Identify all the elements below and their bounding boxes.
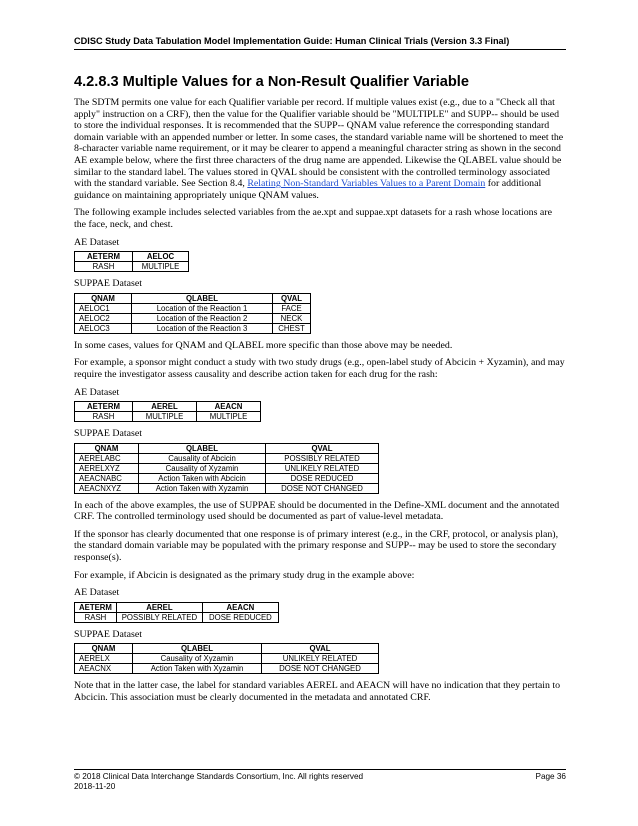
column-header: AETERM	[75, 402, 133, 412]
column-header: AEREL	[133, 402, 197, 412]
table-cell: MULTIPLE	[197, 412, 261, 422]
column-header: AETERM	[75, 602, 117, 612]
ae-dataset-label: AE Dataset	[74, 236, 120, 248]
table-cell: DOSE REDUCED	[202, 612, 278, 622]
two-drugs-paragraph: For example, a sponsor might conduct a study with two study drugs (e.g., open-label study of Abcicin + Xyzamin), and may require the investigator assess causality and describe action taken for each drug for the rash:	[74, 357, 565, 380]
suppae-table-3	[74, 643, 379, 674]
column-header: QVAL	[266, 443, 379, 453]
column-header: AELOC	[133, 252, 189, 262]
table-cell: MULTIPLE	[133, 262, 189, 272]
column-header: QVAL	[262, 644, 379, 654]
specific-values-paragraph: In some cases, values for QNAM and QLABEL more specific than those above may be needed.	[74, 339, 453, 351]
table-cell: NECK	[273, 313, 311, 323]
note-paragraph: Note that in the latter case, the label for standard variables AEREL and AEACN will have no indication that they pertain to Abcicin. This association must be clearly documented in the metadata and annotated CRF.	[74, 680, 561, 704]
table-cell: DOSE NOT CHANGED	[266, 483, 379, 493]
table-cell: AERELABC	[75, 453, 139, 463]
running-header: CDISC Study Data Tabulation Model Implementation Guide: Human Clinical Trials (Version 3.3 Final)	[74, 36, 566, 50]
table-cell: Location of the Reaction 1	[132, 303, 273, 313]
table-cell: CHEST	[273, 323, 311, 333]
column-header: AETERM	[75, 252, 133, 262]
table-row	[75, 313, 311, 323]
ae-dataset-label: AE Dataset	[74, 587, 120, 599]
suppae-table-2	[74, 443, 379, 494]
column-header: QVAL	[273, 293, 311, 303]
column-header: QNAM	[75, 293, 132, 303]
suppae-dataset-label: SUPPAE Dataset	[74, 628, 142, 640]
suppae-dataset-label: SUPPAE Dataset	[74, 428, 142, 440]
table-cell: RASH	[75, 262, 133, 272]
table-row	[75, 612, 279, 622]
table-cell: Causality of Xyzamin	[133, 654, 262, 664]
copyright-text: © 2018 Clinical Data Interchange Standards Consortium, Inc. All rights reserved	[74, 772, 364, 781]
table-cell: Causality of Abcicin	[139, 453, 266, 463]
table-row	[75, 412, 261, 422]
column-header: QLABEL	[139, 443, 266, 453]
table-cell: POSSIBLY RELATED	[266, 453, 379, 463]
table-cell: AEACNABC	[75, 473, 139, 483]
table-cell: AEACNX	[75, 664, 133, 674]
primary-drug-paragraph: For example, if Abcicin is designated as the primary study drug in the example above:	[74, 569, 415, 581]
section-heading: 4.2.8.3 Multiple Values for a Non-Result Qualifier Variable	[74, 74, 469, 90]
suppae-dataset-label: SUPPAE Dataset	[74, 278, 142, 290]
table-cell: DOSE REDUCED	[266, 473, 379, 483]
table-cell: Action Taken with Xyzamin	[133, 664, 262, 674]
column-header: QNAM	[75, 443, 139, 453]
table-header-row	[75, 252, 189, 262]
ae-table-1	[74, 251, 189, 272]
table-row	[75, 483, 379, 493]
footer-row	[74, 772, 566, 782]
column-header: AEACN	[197, 402, 261, 412]
primary-response-paragraph: If the sponsor has clearly documented that one response is of primary interest (e.g., in the CRF, protocol, or analysis plan), the standard domain variable may be populated with the primary response and SUPP-- may be used to store the secondary response(s).	[74, 528, 559, 564]
table-row	[75, 453, 379, 463]
table-row	[75, 654, 379, 664]
table-cell: FACE	[273, 303, 311, 313]
table-header-row	[75, 602, 279, 612]
table-cell: AERELXYZ	[75, 463, 139, 473]
table-cell: AEACNXYZ	[75, 483, 139, 493]
example-intro-paragraph: The following example includes selected variables from the ae.xpt and suppae.xpt datasets for a rash whose locations are the face, neck, and chest.	[74, 207, 552, 230]
column-header: QNAM	[75, 644, 133, 654]
running-footer	[74, 769, 566, 792]
intro-text-before: The SDTM permits one value for each Qualifier variable per record. If multiple values exist (e.g., due to a "Check all that apply" instruction on a CRF), then the value for the Qualifier variable should be "MULTIPLE" and SUPP-- should be used to store the individual responses. It is recommended that the SUPP-- QNAM value reference the corresponding standard domain variable with an appended number or letter. In some cases, the standard variable name will be shortened to meet the 8-character variable name requirement, or it may be clearer to append a meaningful character string as shown in the second AE example below, where the first three characters of the drug name are appended. Likewise the QLABEL value should be similar to the standard label. The values stored in QVAL should be consistent with the controlled terminology associated with the standard variable. See Section 8.4,	[74, 97, 564, 190]
intro-paragraph	[74, 97, 566, 201]
table-header-row	[75, 644, 379, 654]
table-cell: Causality of Xyzamin	[139, 463, 266, 473]
table-cell: Location of the Reaction 2	[132, 313, 273, 323]
table-cell: AELOC2	[75, 313, 132, 323]
table-cell: UNLIKELY RELATED	[262, 654, 379, 664]
table-row	[75, 262, 189, 272]
footer-date: 2018-11-20	[74, 782, 116, 791]
suppae-table-1	[74, 293, 311, 334]
table-cell: RASH	[75, 612, 117, 622]
column-header: AEACN	[202, 602, 278, 612]
table-cell: DOSE NOT CHANGED	[262, 664, 379, 674]
table-cell: Action Taken with Abcicin	[139, 473, 266, 483]
table-row	[75, 303, 311, 313]
page-number: Page 36	[535, 772, 566, 781]
documentation-paragraph: In each of the above examples, the use of SUPPAE should be documented in the Define-XML document and the annotated CRF. The controlled terminology used should be documented as part of value-level metadata.	[74, 499, 560, 523]
table-row	[75, 323, 311, 333]
table-cell: Action Taken with Xyzamin	[139, 483, 266, 493]
table-header-row	[75, 293, 311, 303]
table-row	[75, 664, 379, 674]
table-header-row	[75, 402, 261, 412]
table-header-row	[75, 443, 379, 453]
column-header: QLABEL	[132, 293, 273, 303]
table-cell: UNLIKELY RELATED	[266, 463, 379, 473]
table-cell: RASH	[75, 412, 133, 422]
table-cell: AELOC1	[75, 303, 132, 313]
ae-table-2	[74, 401, 261, 422]
table-row	[75, 473, 379, 483]
table-cell: MULTIPLE	[133, 412, 197, 422]
table-cell: AELOC3	[75, 323, 132, 333]
column-header: AEREL	[116, 602, 202, 612]
intro-text-after: for additional guidance on maintaining appropriately unique QNAM values.	[74, 178, 542, 201]
table-cell: POSSIBLY RELATED	[116, 612, 202, 622]
table-cell: AERELX	[75, 654, 133, 664]
ae-table-3	[74, 602, 279, 623]
section-link[interactable]: Relating Non-Standard Variables Values to a Parent Domain	[247, 178, 486, 190]
ae-dataset-label: AE Dataset	[74, 386, 120, 398]
main-content	[74, 74, 566, 710]
table-cell: Location of the Reaction 3	[132, 323, 273, 333]
column-header: QLABEL	[133, 644, 262, 654]
table-row	[75, 463, 379, 473]
